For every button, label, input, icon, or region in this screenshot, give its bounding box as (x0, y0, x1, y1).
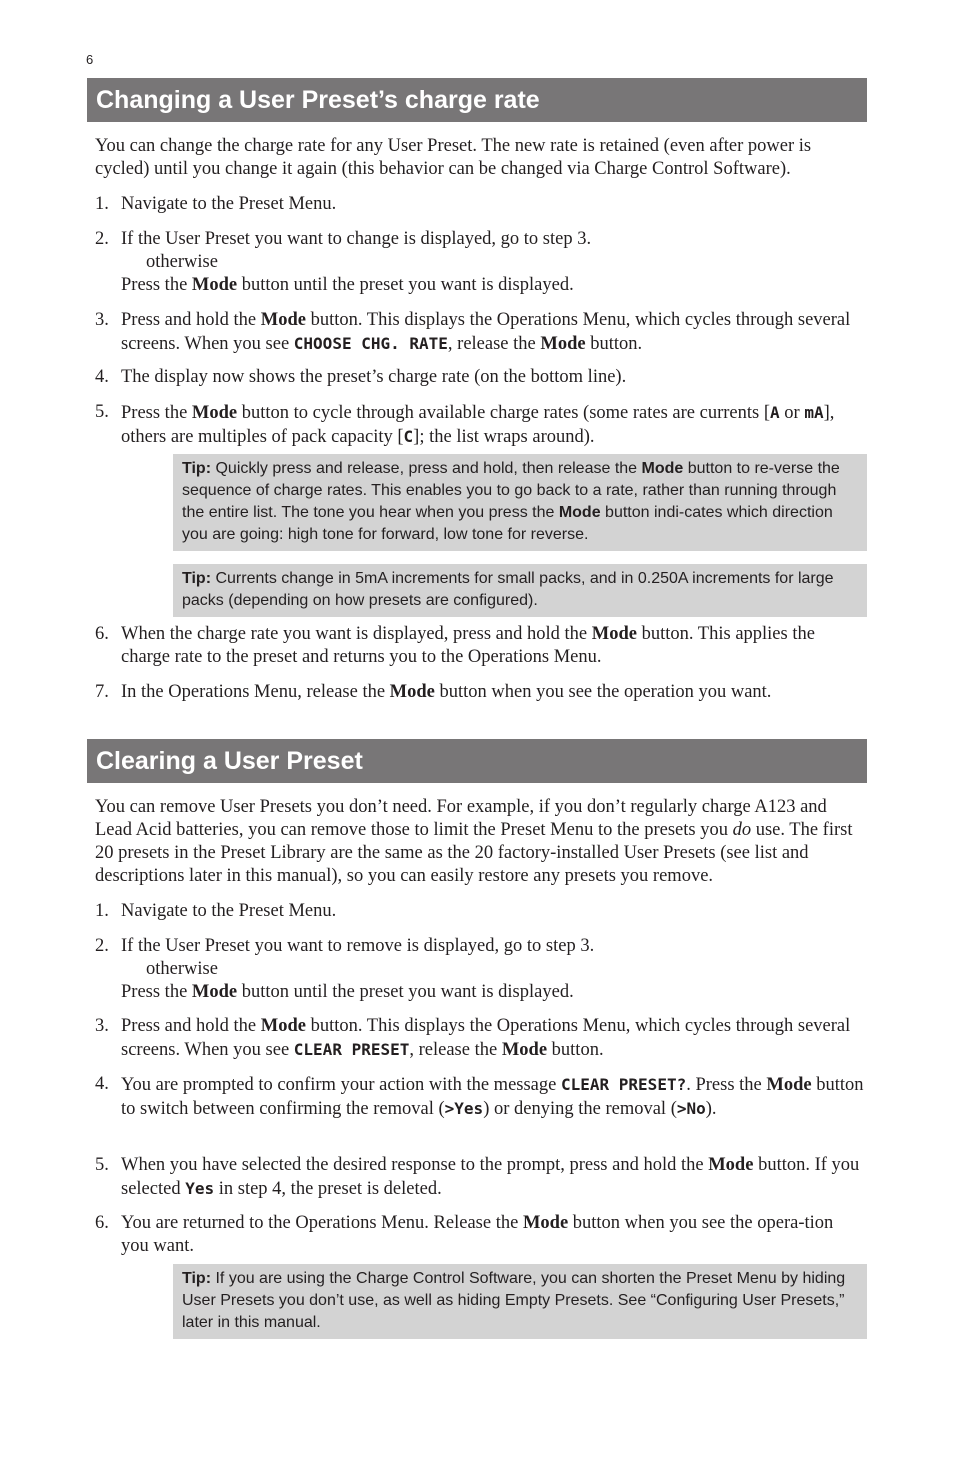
step-number: 5. (95, 1155, 109, 1175)
list-item (95, 401, 865, 449)
step-number: 6. (95, 1213, 109, 1233)
display-code: CHOOSE CHG. RATE (293, 334, 448, 353)
tip-box: Tip: Quickly press and release, press and hold, then release the Mode button to re-verse the sequence of charge rates. This enables you to go back to a rate, rather than running through the entire list. The tone you hear when you press the Mode button indi-cates which direction you are going: high tone for forward, low tone for reverse. (173, 454, 867, 551)
step-number: 1. (95, 901, 109, 921)
list-item (95, 900, 865, 923)
list-item (95, 1073, 865, 1121)
list-item (95, 228, 865, 297)
step-number: 2. (95, 936, 109, 956)
step-number: 4. (95, 1074, 109, 1094)
step-text: Press and hold the Mode button. This displays the Operations Menu, which cycles through several screens. When you see CHOOSE CHG. RATE, release the Mode button. (121, 310, 851, 354)
section-heading-clearing-preset: Clearing a User Preset (87, 739, 867, 783)
list-item (95, 1212, 865, 1258)
step-number: 2. (95, 229, 109, 249)
list-item (95, 309, 865, 356)
step-text: Press the Mode button until the preset you want is displayed. (121, 275, 574, 295)
step-text: When you have selected the desired response to the prompt, press and hold the Mode button. If you selected Yes in step 4, the preset is deleted. (121, 1155, 860, 1199)
list-item (95, 1154, 865, 1201)
list-item (95, 681, 865, 704)
tip-box: Tip: If you are using the Charge Control Software, you can shorten the Preset Menu by hiding User Presets you don’t use, as well as hiding Empty Presets. See “Configuring User Presets,” later in this manual. (173, 1264, 867, 1339)
step-text: In the Operations Menu, release the Mode button when you see the operation you want. (121, 682, 772, 702)
step-text: The display now shows the preset’s charge rate (on the bottom line). (121, 367, 627, 387)
section2-intro: You can remove User Presets you don’t need. For example, if you don’t regularly charge A123 and Lead Acid batteries, you can remove those to limit the Preset Menu to the presets you do use. The first 20 presets in the Preset Library are the same as the 20 factory-installed User Presets (see list and descriptions later in this manual), so you can easily restore any presets you remove. (95, 797, 853, 886)
otherwise-label: otherwise (146, 252, 218, 272)
list-item (95, 1015, 865, 1062)
step-number: 1. (95, 194, 109, 214)
step-text: You are returned to the Operations Menu. Release the Mode button when you see the opera-tion you want. (121, 1213, 834, 1256)
step-number: 5. (95, 402, 109, 422)
step-text: If the User Preset you want to remove is displayed, go to step 3. (121, 936, 595, 956)
step-number: 7. (95, 682, 109, 702)
step-number: 3. (95, 310, 109, 330)
tip-label: Tip: (182, 570, 212, 587)
page-number: 6 (86, 52, 94, 67)
step-number: 6. (95, 624, 109, 644)
step-text: Press the Mode button until the preset you want is displayed. (121, 982, 574, 1002)
display-code: CLEAR PRESET (293, 1040, 410, 1059)
otherwise-label: otherwise (146, 959, 218, 979)
tip-label: Tip: (182, 1270, 212, 1287)
tip-label: Tip: (182, 460, 212, 477)
list-item (95, 193, 865, 216)
tip-box: Tip: Currents change in 5mA increments for small packs, and in 0.250A increments for large packs (depending on how presets are configured). (173, 564, 867, 617)
step-text: Press the Mode button to cycle through available charge rates (some rates are currents [A or mA], others are multiples of pack capacity [C]; the list wraps around). (121, 403, 835, 447)
step-number: 4. (95, 367, 109, 387)
section-heading-charge-rate: Changing a User Preset’s charge rate (87, 78, 867, 122)
list-item (95, 623, 865, 669)
step-text: You are prompted to confirm your action with the message CLEAR PRESET?. Press the Mode button to switch between confirming the removal (>Yes) or denying the removal (>No). (121, 1075, 864, 1119)
step-text: When the charge rate you want is displayed, press and hold the Mode button. This applies the charge rate to the preset and returns you to the Operations Menu. (121, 624, 815, 667)
step-text: If the User Preset you want to change is displayed, go to step 3. (121, 229, 592, 249)
step-text: Navigate to the Preset Menu. (121, 901, 337, 921)
section1-intro: You can change the charge rate for any User Preset. The new rate is retained (even after power is cycled) until you change it again (this behavior can be changed via Charge Control Software). (95, 136, 812, 179)
step-text: Press and hold the Mode button. This displays the Operations Menu, which cycles through several screens. When you see CLEAR PRESET, release the Mode button. (121, 1016, 851, 1060)
list-item (95, 935, 865, 1004)
list-item (95, 366, 865, 389)
step-text: Navigate to the Preset Menu. (121, 194, 337, 214)
step-number: 3. (95, 1016, 109, 1036)
